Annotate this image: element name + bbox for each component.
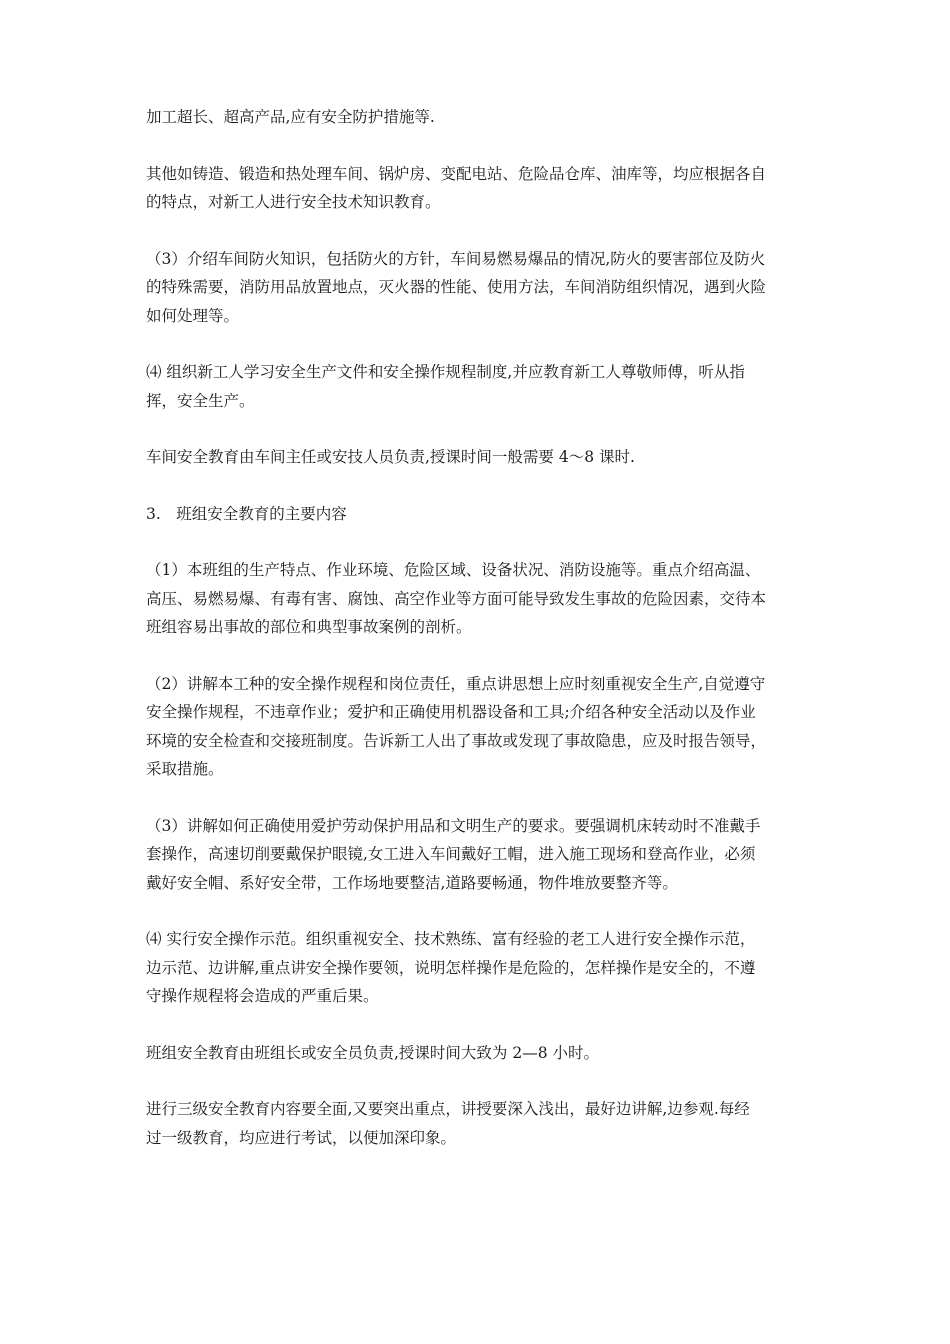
text-line: 班组容易出事故的部位和典型事故案例的剖析。 <box>146 618 472 636</box>
text-line: ⑷ 组织新工人学习安全生产文件和安全操作规程制度,并应教育新工人尊敬师傅，听从指 <box>146 363 745 381</box>
text-line: 3. 班组安全教育的主要内容 <box>146 504 347 523</box>
document-body <box>146 103 826 1180</box>
text-line: 采取措施。 <box>146 760 224 778</box>
text-line: 的特殊需要，消防用品放置地点，灭火器的性能、使用方法，车间消防组织情况，遇到火险 <box>146 278 767 296</box>
paragraph-9 <box>146 812 826 898</box>
paragraph-8 <box>146 670 826 784</box>
section-heading <box>146 500 826 529</box>
paragraph-11 <box>146 1039 826 1068</box>
text-line: 守操作规程将会造成的严重后果。 <box>146 987 379 1005</box>
text-line: （3）讲解如何正确使用爱护劳动保护用品和文明生产的要求。要强调机床转动时不准戴手 <box>146 816 761 835</box>
text-line: 过一级教育，均应进行考试，以便加深印象。 <box>146 1128 457 1147</box>
text-line: 边示范、边讲解,重点讲安全操作要领，说明怎样操作是危险的，怎样操作是安全的，不遵 <box>146 958 756 977</box>
text-line: 班组安全教育由班组长或安全员负责,授课时间大致为 2—8 小时。 <box>146 1043 600 1062</box>
text-line: 如何处理等。 <box>146 306 240 325</box>
paragraph-10 <box>146 925 826 1011</box>
text-line: 其他如铸造、锻造和热处理车间、锅炉房、变配电站、危险品仓库、油库等，均应根据各自 <box>146 164 767 183</box>
paragraph-7 <box>146 556 826 642</box>
text-line: 的特点，对新工人进行安全技术知识教育。 <box>146 193 441 211</box>
text-line: 戴好安全帽、系好安全带，工作场地要整洁,道路要畅通，物件堆放要整齐等。 <box>146 873 678 892</box>
paragraph-1 <box>146 103 826 132</box>
text-line: 环境的安全检查和交接班制度。告诉新工人出了事故或发现了事故隐患，应及时报告领导， <box>146 731 767 750</box>
paragraph-4 <box>146 358 826 415</box>
paragraph-5 <box>146 443 826 472</box>
text-line: （1）本班组的生产特点、作业环境、危险区域、设备状况、消防设施等。重点介绍高温、 <box>146 561 761 579</box>
text-line: 套操作，高速切削要戴保护眼镜,女工进入车间戴好工帽，进入施工现场和登高作业，必须 <box>146 845 756 863</box>
text-line: 进行三级安全教育内容要全面,又要突出重点，讲授要深入浅出，最好边讲解,边参观.每经 <box>146 1100 750 1118</box>
text-line: ⑷ 实行安全操作示范。组织重视安全、技术熟练、富有经验的老工人进行安全操作示范， <box>146 930 756 948</box>
paragraph-12 <box>146 1095 826 1152</box>
text-line: 加工超长、超高产品,应有安全防护措施等. <box>146 108 435 126</box>
text-line: 车间安全教育由车间主任或安技人员负责,授课时间一般需要 4～8 课时. <box>146 448 635 466</box>
paragraph-3 <box>146 245 826 331</box>
text-line: 安全操作规程，不违章作业；爱护和正确使用机器设备和工具;介绍各种安全活动以及作业 <box>146 703 756 721</box>
paragraph-2 <box>146 160 826 217</box>
text-line: 挥，安全生产。 <box>146 391 255 410</box>
text-line: （2）讲解本工种的安全操作规程和岗位责任，重点讲思想上应时刻重视安全生产,自觉遵守 <box>146 674 766 693</box>
text-line: 高压、易燃易爆、有毒有害、腐蚀、高空作业等方面可能导致发生事故的危险因素，交待本 <box>146 589 767 608</box>
text-line: （3）介绍车间防火知识，包括防火的方针，车间易燃易爆品的情况,防火的要害部位及防火 <box>146 249 766 268</box>
